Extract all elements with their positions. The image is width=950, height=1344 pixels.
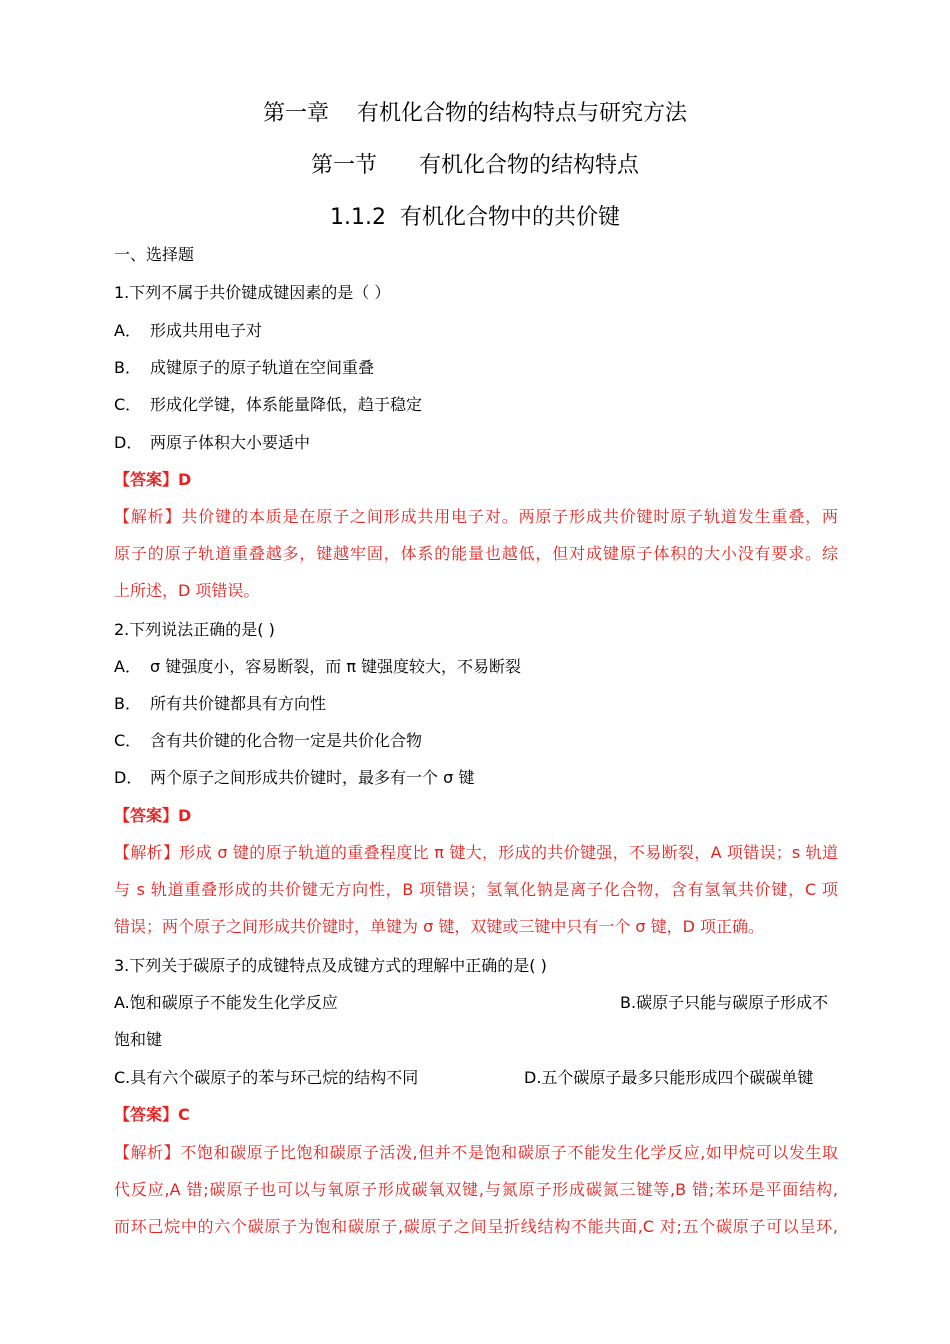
option-text: 两原子体积大小要适中 [150, 433, 311, 452]
question-1-option-d [114, 430, 310, 453]
question-2-analysis-line: 与 s 轨道重叠形成的共价键无方向性，B 项错误；氢氧化钠是离子化合物，含有氢氧共价键，C 项 [114, 880, 838, 899]
question-3-stem: 3.下列关于碳原子的成键特点及成键方式的理解中正确的是( ) [114, 956, 547, 975]
question-3-answer: 【答案】C [114, 1105, 190, 1124]
option-text: 形成共用电子对 [150, 321, 263, 340]
question-3-analysis-line: 【解析】不饱和碳原子比饱和碳原子活泼,但并不是饱和碳原子不能发生化学反应,如甲烷可以发生取 [114, 1143, 838, 1162]
lesson-title: 1.1.2 有机化合物中的共价键 [330, 205, 620, 230]
question-3-option-b-continued: 饱和键 [114, 1030, 163, 1049]
question-1-analysis-line: 【解析】共价键的本质是在原子之间形成共用电子对。两原子形成共价键时原子轨道发生重叠，两 [114, 507, 838, 526]
option-label: B． [114, 358, 141, 377]
question-1-answer: 【答案】D [114, 470, 192, 489]
option-text: 成键原子的原子轨道在空间重叠 [150, 358, 375, 377]
question-2-option-c [114, 728, 422, 751]
question-1-analysis-line: 原子的原子轨道重叠越多，键越牢固，体系的能量也越低，但对成键原子体积的大小没有要求。综 [114, 544, 838, 563]
question-3-option-a: A.饱和碳原子不能发生化学反应 [114, 993, 338, 1012]
option-text: σ 键强度小，容易断裂，而 π 键强度较大，不易断裂 [150, 657, 522, 676]
question-2-option-d [114, 765, 474, 788]
question-2-option-b [114, 691, 326, 714]
option-label: A． [114, 657, 141, 676]
option-label: A． [114, 321, 141, 340]
question-2-analysis-line: 【解析】形成 σ 键的原子轨道的重叠程度比 π 键大，形成的共价键强，不易断裂，A 项错误；s 轨道 [114, 843, 838, 862]
option-label: C． [114, 731, 142, 750]
part-title: 一、选择题 [114, 245, 195, 264]
question-1-option-c [114, 392, 422, 415]
option-label: B． [114, 694, 141, 713]
question-3-option-d: D.五个碳原子最多只能形成四个碳碳单键 [524, 1068, 814, 1087]
question-1-analysis-line: 上所述，D 项错误。 [114, 581, 260, 600]
question-1-option-b [114, 355, 374, 378]
question-3-option-c: C.具有六个碳原子的苯与环己烷的结构不同 [114, 1068, 419, 1087]
option-text: 两个原子之间形成共价键时，最多有一个 σ 键 [150, 768, 475, 787]
section-title: 第一节 有机化合物的结构特点 [311, 153, 639, 178]
question-3-analysis-line: 而环己烷中的六个碳原子为饱和碳原子,碳原子之间呈折线结构不能共面,C 对;五个碳原子可以呈环, [114, 1217, 838, 1236]
question-3-option-b: B.碳原子只能与碳原子形成不 [620, 993, 829, 1012]
option-text: 所有共价键都具有方向性 [150, 694, 327, 713]
question-2-analysis-line: 错误；两个原子之间形成共价键时，单键为 σ 键，双键或三键中只有一个 σ 键，D 项正确。 [114, 917, 765, 936]
option-label: C． [114, 395, 142, 414]
question-2-answer: 【答案】D [114, 806, 192, 825]
option-text: 含有共价键的化合物一定是共价化合物 [150, 731, 423, 750]
option-label: D． [114, 433, 143, 452]
option-text: 形成化学键，体系能量降低，趋于稳定 [150, 395, 423, 414]
question-1-option-a [114, 318, 262, 341]
option-label: D． [114, 768, 143, 787]
question-2-option-a [114, 654, 521, 677]
question-2-stem: 2.下列说法正确的是( ) [114, 620, 275, 639]
question-3-analysis-line: 代反应,A 错;碳原子也可以与氧原子形成碳氧双键,与氮原子形成碳氮三键等,B 错;苯环是平面结构, [114, 1180, 838, 1199]
chapter-title: 第一章 有机化合物的结构特点与研究方法 [263, 101, 687, 126]
question-1-stem: 1.下列不属于共价键成键因素的是（ ） [114, 283, 391, 302]
